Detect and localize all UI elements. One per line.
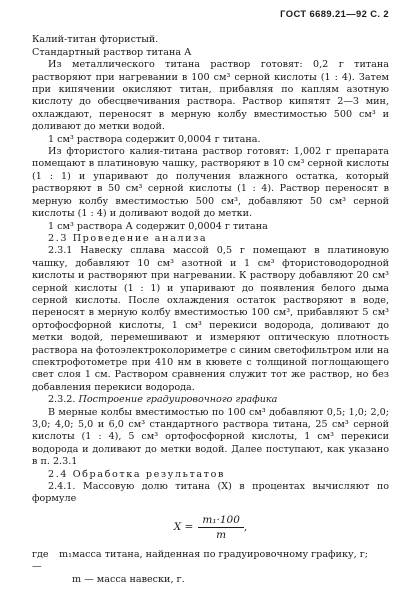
paragraph-concentration-1: 1 см³ раствора содержит 0,0004 г титана. (48, 133, 261, 145)
formula-fraction (198, 514, 244, 541)
paragraph-standard-solution-title: Стандартный раствор титана А (32, 46, 192, 58)
section-heading-results: 2.4 Обработка результатов (48, 468, 225, 480)
formula-legend-lead: где m₁ — (32, 548, 72, 573)
paragraph-metal-titanium-method: Из металлического титана раствор готовят: 0,2 г титана растворяют при нагревании в 100 см³ серной кислоты (1 : 4). Затем при кипячении окисляют титан, прибавляя по каплям азотную кислоту до обесцвечивания раствора. Раствор кипятят 2—3 мин, охлаждают, переносят в мерную колбу вместимостью 500 см³ и доливают до метки водой. (32, 59, 389, 133)
section-heading-calibration (32, 394, 389, 406)
paragraph-concentration-2: 1 см³ раствора А содержит 0,0004 г титана (48, 220, 268, 232)
paragraph-procedure-2-3-1: 2.3.1 Навеску сплава массой 0,5 г помещают в платиновую чашку, добавляют 10 см³ азотной и 1 см³ фтористоводородной кислоты и растворяют при нагревании. К раствору добавляют 20 см³ серной кислоты (1 : 1) и упаривают до появления белого дыма серной кислоты. После охлаждения остаток растворяют в воде, переносят в мерную колбу вместимостью 100 см³, прибавляют 5 см³ ортофосфорной кислоты, 1 см³ перекиси водорода, доливают до метки водой, перемешивают и измеряют оптическую плотность раствора на фотоэлектроколориметре с синим светофильтром или на спектрофотометре при 410 нм в кювете с толщиной поглощающего свет слоя 1 см. Раствором сравнения служит тот же раствор, но без добавления перекиси водорода. (32, 245, 389, 393)
page-header: ГОСТ 6689.21—92 С. 2 (280, 8, 389, 19)
formula-denominator: m (216, 528, 227, 541)
formula-trailing-comma: , (243, 521, 248, 534)
section-number-2-3-2: 2.3.2. (48, 394, 76, 406)
paragraph-formula-intro: 2.4.1. Массовую долю титана (X) в процентах вычисляют по формуле (32, 481, 389, 505)
formula-lhs: X = (173, 521, 194, 534)
paragraph-fluoride-method: Из фтористого калия-титана раствор готовят: 1,002 г препарата помещают в платиновую чашку, растворяют в 10 см³ серной кислоты (1 : 1) и упаривают до получения влажного остатка, который растворяют в 50 см³ серной кислоты (1 : 4). Раствор переносят в мерную колбу вместимостью 500 см³, добавляют 50 см³ серной кислоты (1 : 4) и доливают водой до метки. (32, 146, 389, 220)
paragraph-calibration-procedure: В мерные колбы вместимостью по 100 см³ добавляют 0,5; 1,0; 2,0; 3,0; 4,0; 5,0 и 6,0 см³ стандартного раствора титана, 25 см³ серной кислоты (1 : 4), 5 см³ ортофосфорной кислоты, 1 см³ перекиси водорода и доливают до метки водой. Далее поступают, как указано в п. 2.3.1 (32, 406, 389, 468)
section-title-calibration: Построение градуировочного графика (78, 394, 278, 406)
formula-legend (32, 549, 389, 586)
paragraph-reagent-name: Калий-титан фтористый. (32, 34, 159, 46)
formula-numerator: m₁·100 (198, 514, 244, 528)
formula-mass-fraction (32, 514, 389, 541)
formula-legend-m1-text: масса титана, найденная по градуировочному графику, г; (72, 548, 368, 560)
formula-legend-row-m1 (32, 549, 389, 574)
section-heading-analysis: 2.3 Проведение анализа (48, 232, 208, 244)
formula-legend-m-text: m — масса навески, г. (72, 573, 185, 585)
